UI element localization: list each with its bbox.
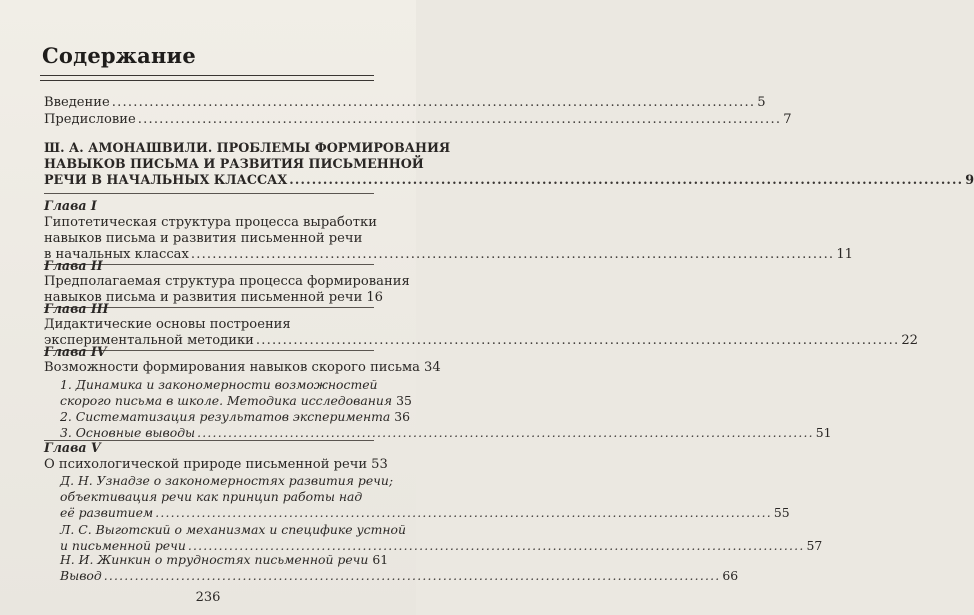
chapter-label-5: Глава V [44, 440, 101, 455]
toc-subentry-5-3[interactable]: Н. И. Жинкин о трудностях письменной речи 61 [60, 552, 389, 567]
toc-subentry-4-3[interactable]: 3. Основные выводы ........................................................................................................................ 51 [60, 425, 832, 440]
toc-entry-chapter-5[interactable]: О психологической природе письменной речи 53 [44, 457, 388, 472]
title-rule-top [40, 75, 374, 76]
chapter-label-3: Глава III [44, 301, 109, 316]
subentry-title-line: 1. Динамика и закономерности возможностей [60, 377, 378, 392]
section-heading-line: Ш. А. АМОНАШВИЛИ. ПРОБЛЕМЫ ФОРМИРОВАНИЯ [44, 140, 451, 155]
toc-subentry-4-2[interactable]: 2. Систематизация результатов эксперимента 36 [60, 409, 411, 424]
toc-entry-section[interactable]: РЕЧИ В НАЧАЛЬНЫХ КЛАССАХ ........................................................................................................................ 9 [44, 172, 974, 187]
toc-entry-preface[interactable]: Предисловие ........................................................................................................................ 7 [44, 112, 792, 127]
chapter-label-1: Глава I [44, 198, 97, 213]
toc-subentry-4-1[interactable]: скорого письма в школе. Методика исследования 35 [60, 393, 412, 408]
toc-subentry-5-4[interactable]: Вывод ........................................................................................................................ 66 [60, 568, 739, 583]
toc-entry-chapter-3[interactable]: экспериментальной методики ........................................................................................................................ 22 [44, 333, 918, 348]
subentry-title-line: объективация речи как принцип работы над [60, 489, 363, 504]
toc-entry-introduction[interactable]: Введение ........................................................................................................................ 5 [44, 95, 766, 110]
chapter-title-line: Предполагаемая структура процесса формирования [44, 274, 410, 289]
subentry-title-line: Д. Н. Узнадзе о закономерностях развития речи; [60, 473, 394, 488]
toc-subentry-5-2[interactable]: и письменной речи ........................................................................................................................ 57 [60, 538, 823, 553]
chapter-label-4: Глава IV [44, 344, 107, 359]
title-rule-bottom [40, 80, 374, 81]
chapter-label-2: Глава II [44, 258, 103, 273]
toc-entry-chapter-2[interactable]: навыков письма и развития письменной речи 16 [44, 290, 383, 305]
section-heading-line: НАВЫКОВ ПИСЬМА И РАЗВИТИЯ ПИСЬМЕННОЙ [44, 156, 424, 171]
chapter-title-line: Гипотетическая структура процесса выработки [44, 215, 377, 230]
toc-entry-chapter-1[interactable]: в начальных классах ........................................................................................................................ 11 [44, 247, 853, 262]
toc-entry-chapter-4[interactable]: Возможности формирования навыков скорого письма 34 [44, 360, 441, 375]
page-number: 236 [195, 590, 221, 605]
subentry-title-line: Л. С. Выготский о механизмах и специфике устной [60, 522, 406, 537]
chapter-title-line: Дидактические основы построения [44, 317, 291, 332]
toc-subentry-5-1[interactable]: её развитием ........................................................................................................................ 55 [60, 505, 790, 520]
page-title: Содержание [42, 43, 196, 68]
chapter-divider [44, 193, 374, 194]
chapter-title-line: навыков письма и развития письменной речи [44, 231, 363, 246]
